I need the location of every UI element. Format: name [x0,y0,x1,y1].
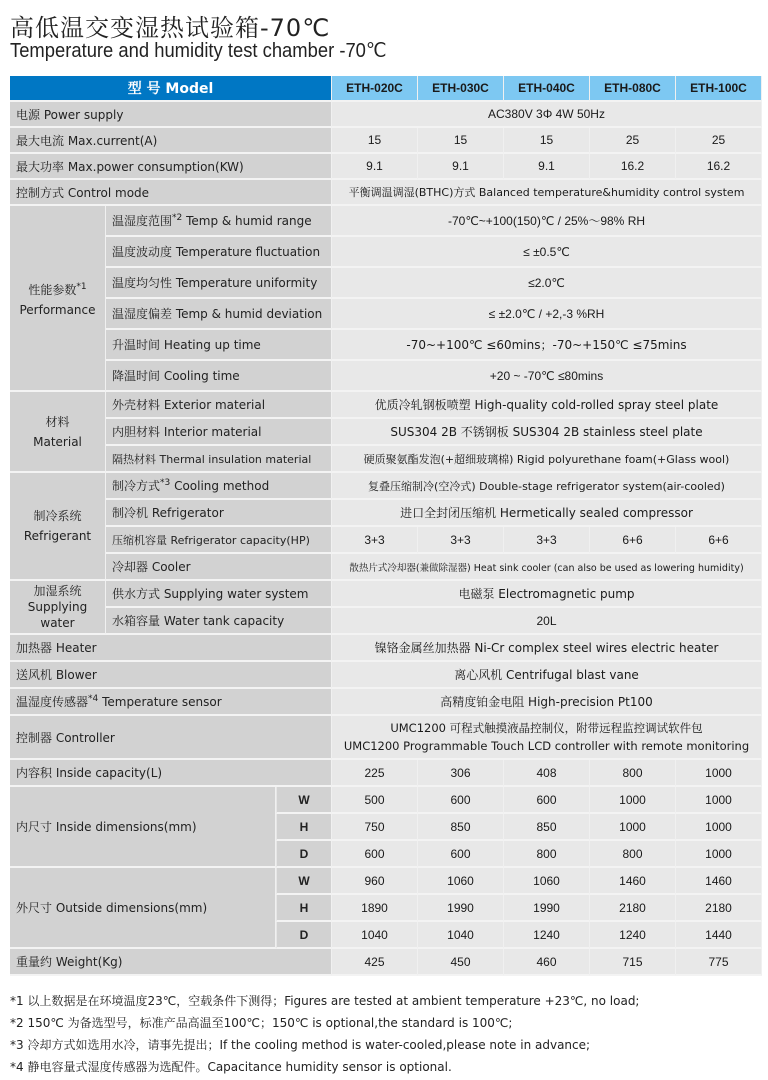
row-label-max-current: 最大电流 Max.current(A) [10,128,332,154]
table-row [10,689,762,716]
exterior-material-value: 优质冷轧钢板喷塑 High-quality cold-rolled spray steel plate [332,392,762,419]
outside-w-value: 1460 [676,868,762,895]
group-refrigerant-cn: 制冷系统 [33,509,82,523]
footnote-mark: *2 [172,213,183,223]
inside-d-value: 600 [418,841,504,868]
max-power-value: 9.1 [332,154,418,180]
table-row [10,154,762,180]
inside-w-value: 1000 [590,787,676,814]
inside-d-value: 1000 [676,841,762,868]
refrigerator-capacity-value: 3+3 [504,527,590,554]
outside-h-value: 1990 [418,895,504,922]
inside-w-value: 500 [332,787,418,814]
dimension-key: D [276,841,332,868]
footnote-2: *2 150℃ 为备选型号，标准产品高温至100℃；150℃ is optional,the standard is 100℃; [10,1016,513,1030]
row-label-control-mode: 控制方式 Control mode [10,180,332,206]
row-label-temp-uniformity: 温度均匀性 Temperature uniformity [106,268,332,299]
table-row [10,392,762,419]
group-material [10,392,106,473]
inside-h-value: 1000 [590,814,676,841]
footnotes [10,990,762,1078]
dimension-key: D [276,922,332,949]
table-row [10,527,762,554]
controller-value-en: UMC1200 Programmable Touch LCD controller with remote monitoring [343,739,750,753]
row-label-inside-capacity: 内容积 Inside capacity(L) [10,760,332,787]
spec-table [10,76,762,976]
table-row [10,635,762,662]
footnote-mark: *4 [88,694,99,704]
group-water-en-2: water [40,616,75,630]
group-performance-cn: 性能参数 [28,282,77,297]
row-label-cooler: 冷却器 Cooler [106,554,332,581]
footnote-mark: *3 [160,478,171,488]
refrigerator-value: 进口全封闭压缩机 Hermetically sealed compressor [332,500,762,527]
row-label-water-tank-capacity: 水箱容量 Water tank capacity [106,608,332,635]
outside-d-value: 1040 [418,922,504,949]
controller-value-cn: UMC1200 可程式触摸液晶控制仪，附带远程监控调试软件包 [390,721,703,735]
outside-w-value: 1460 [590,868,676,895]
heater-value: 镍铬金属丝加热器 Ni-Cr complex steel wires electric heater [332,635,762,662]
max-power-value: 9.1 [504,154,590,180]
table-row [10,128,762,154]
outside-h-value: 2180 [676,895,762,922]
model-column-header: ETH-030C [418,76,504,102]
outside-d-value: 1240 [590,922,676,949]
inside-d-value: 600 [332,841,418,868]
table-row [10,446,762,473]
group-refrigerant-en: Refrigerant [23,529,92,543]
table-row [10,716,762,760]
control-mode-value: 平衡调温调湿(BTHC)方式 Balanced temperature&humidity control system [332,180,762,206]
max-current-value: 25 [590,128,676,154]
weight-value: 460 [504,949,590,976]
power-supply-value: AC380V 3Φ 4W 50Hz [332,102,762,128]
row-label-temperature-sensor [10,689,332,716]
table-row [10,102,762,128]
heating-time-value: -70~+100℃ ≤60mins；-70~+150℃ ≤75mins [332,330,762,361]
group-water-en-1: Supplying [27,600,88,614]
model-column-header: ETH-020C [332,76,418,102]
model-header: 型 号 Model [10,76,332,102]
max-current-value: 15 [332,128,418,154]
inside-h-value: 850 [418,814,504,841]
refrigerator-capacity-value: 3+3 [332,527,418,554]
outside-d-value: 1440 [676,922,762,949]
row-label-supplying-water-system: 供水方式 Supplying water system [106,581,332,608]
refrigerator-capacity-value: 6+6 [676,527,762,554]
cooler-value: 散热片式冷却器(兼做除湿器) Heat sink cooler (can also be used as lowering humidity) [332,554,762,581]
group-performance-en: Performance [19,302,96,317]
table-row [10,237,762,268]
temp-uniformity-value: ≤2.0℃ [332,268,762,299]
weight-value: 425 [332,949,418,976]
label-en: Cooling method [174,479,270,493]
row-label-refrigerator-capacity: 压缩机容量 Refrigerator capacity(HP) [106,527,332,554]
table-row [10,419,762,446]
inside-h-value: 1000 [676,814,762,841]
table-row [10,206,762,237]
group-supplying-water [10,581,106,635]
table-row [10,268,762,299]
interior-material-value: SUS304 2B 不锈钢板 SUS304 2B stainless steel plate [332,419,762,446]
label-cn: 温湿度传感器 [16,695,89,709]
supplying-water-system-value: 电磁泵 Electromagnetic pump [332,581,762,608]
inside-h-value: 750 [332,814,418,841]
inside-capacity-value: 225 [332,760,418,787]
table-row [10,662,762,689]
row-label-outside-dimensions: 外尺寸 Outside dimensions(mm) [10,868,276,949]
outside-w-value: 960 [332,868,418,895]
blower-value: 离心风机 Centrifugal blast vane [332,662,762,689]
table-row [10,787,762,814]
refrigerator-capacity-value: 3+3 [418,527,504,554]
group-water-cn: 加湿系统 [33,584,82,598]
inside-w-value: 600 [418,787,504,814]
outside-w-value: 1060 [504,868,590,895]
group-material-cn: 材料 [45,414,70,429]
group-material-en: Material [33,434,82,449]
group-refrigerant [10,473,106,581]
outside-d-value: 1040 [332,922,418,949]
controller-value [332,716,762,760]
inside-d-value: 800 [504,841,590,868]
row-label-temp-humid-deviation: 温湿度偏差 Temp & humid deviation [106,299,332,330]
outside-h-value: 1990 [504,895,590,922]
temp-fluctuation-value: ≤ ±0.5℃ [332,237,762,268]
inside-capacity-value: 408 [504,760,590,787]
inside-capacity-value: 1000 [676,760,762,787]
refrigerator-capacity-value: 6+6 [590,527,676,554]
max-power-value: 9.1 [418,154,504,180]
temp-humid-range-value: -70℃~+100(150)℃ / 25%～98% RH [332,206,762,237]
weight-value: 775 [676,949,762,976]
row-label-heating-time: 升温时间 Heating up time [106,330,332,361]
max-power-value: 16.2 [676,154,762,180]
footnote-1: *1 以上数据是在环境温度23℃，空载条件下测得；Figures are tested at ambient temperature +23℃, no load; [10,994,640,1008]
inside-h-value: 850 [504,814,590,841]
cooling-time-value: +20 ~ -70℃ ≤80mins [332,361,762,392]
cooling-method-value: 复叠压缩制冷(空冷式) Double-stage refrigerator system(air-cooled) [332,473,762,500]
inside-capacity-value: 306 [418,760,504,787]
model-column-header: ETH-040C [504,76,590,102]
page-title-en: Temperature and humidity test chamber -70℃ [10,40,387,62]
table-header-row [10,76,762,102]
label-en: Temp & humid range [186,214,312,228]
outside-h-value: 2180 [590,895,676,922]
table-row [10,868,762,895]
insulation-material-value: 硬质聚氨酯发泡(+超细玻璃棉) Rigid polyurethane foam(+Glass wool) [332,446,762,473]
page-title-cn: 高低温交变湿热试验箱-70℃ [10,14,331,42]
row-label-power-supply: 电源 Power supply [10,102,332,128]
footnote-3: *3 冷却方式如选用水冷，请事先提出；If the cooling method is water-cooled,please note in advance; [10,1038,591,1052]
table-row [10,500,762,527]
group-performance [10,206,106,392]
max-current-value: 15 [418,128,504,154]
outside-h-value: 1890 [332,895,418,922]
table-row [10,361,762,392]
inside-w-value: 1000 [676,787,762,814]
table-row [10,180,762,206]
dimension-key: W [276,868,332,895]
row-label-heater: 加热器 Heater [10,635,332,662]
model-column-header: ETH-100C [676,76,762,102]
row-label-cooling-time: 降温时间 Cooling time [106,361,332,392]
temp-humid-deviation-value: ≤ ±2.0℃ / +2,-3 %RH [332,299,762,330]
row-label-exterior-material: 外壳材料 Exterior material [106,392,332,419]
outside-d-value: 1240 [504,922,590,949]
dimension-key: W [276,787,332,814]
table-row [10,949,762,976]
weight-value: 715 [590,949,676,976]
row-label-refrigerator: 制冷机 Refrigerator [106,500,332,527]
model-column-header: ETH-080C [590,76,676,102]
table-row [10,473,762,500]
row-label-interior-material: 内胆材料 Interior material [106,419,332,446]
row-label-insulation-material: 隔热材料 Thermal insulation material [106,446,332,473]
table-row [10,554,762,581]
inside-w-value: 600 [504,787,590,814]
inside-d-value: 800 [590,841,676,868]
dimension-key: H [276,814,332,841]
footnote-4: *4 静电容量式湿度传感器为选配件。Capacitance humidity sensor is optional. [10,1060,452,1074]
footnote-mark: *1 [76,281,87,292]
row-label-controller: 控制器 Controller [10,716,332,760]
label-cn: 制冷方式 [112,479,161,493]
water-tank-capacity-value: 20L [332,608,762,635]
max-current-value: 15 [504,128,590,154]
row-label-weight: 重量约 Weight(Kg) [10,949,332,976]
row-label-max-power: 最大功率 Max.power consumption(KW) [10,154,332,180]
table-row [10,330,762,361]
outside-w-value: 1060 [418,868,504,895]
inside-capacity-value: 800 [590,760,676,787]
temperature-sensor-value: 高精度铂金电阻 High-precision Pt100 [332,689,762,716]
max-power-value: 16.2 [590,154,676,180]
row-label-temp-fluctuation: 温度波动度 Temperature fluctuation [106,237,332,268]
label-en: Temperature sensor [102,695,222,709]
row-label-blower: 送风机 Blower [10,662,332,689]
row-label-inside-dimensions: 内尺寸 Inside dimensions(mm) [10,787,276,868]
dimension-key: H [276,895,332,922]
table-row [10,760,762,787]
row-label-cooling-method [106,473,332,500]
table-row [10,608,762,635]
weight-value: 450 [418,949,504,976]
max-current-value: 25 [676,128,762,154]
row-label-temp-humid-range [106,206,332,237]
table-row [10,299,762,330]
label-cn: 温湿度范围 [112,214,173,228]
table-row [10,581,762,608]
